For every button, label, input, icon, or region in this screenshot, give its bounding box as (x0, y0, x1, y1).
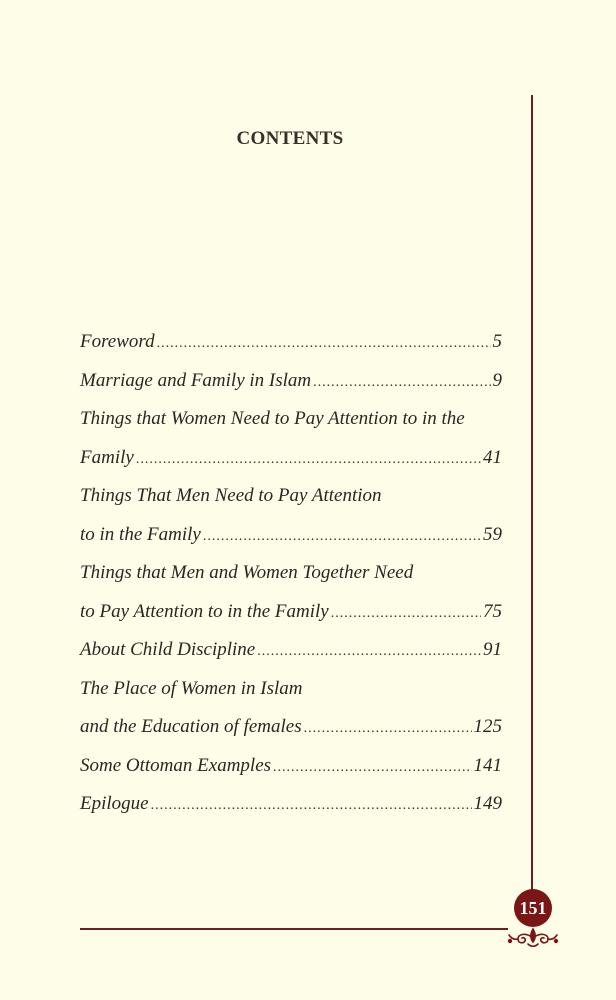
toc-entry-place-of-women-line1[interactable] (80, 675, 502, 714)
toc-entry-women-attention-line2[interactable] (80, 444, 502, 483)
floral-ornament-icon (506, 926, 560, 948)
toc-page-number: 59 (483, 523, 502, 545)
footer-rule (80, 928, 508, 930)
toc-entry-men-attention-line2[interactable] (80, 521, 502, 560)
toc-entry-title: Foreword (80, 331, 155, 352)
toc-page-number: 91 (483, 639, 502, 660)
toc-entry-together-line1[interactable] (80, 559, 502, 598)
toc-entry-women-attention-line1[interactable] (80, 405, 502, 444)
toc-page-number: 5 (492, 331, 502, 352)
toc-entry-title: to Pay Attention to in the Family (80, 600, 329, 622)
toc-entry-epilogue[interactable] (80, 790, 502, 829)
toc-entry-title: About Child Discipline (80, 639, 256, 660)
page-number-badge: 151 (514, 889, 552, 927)
toc-page-number: 9 (492, 369, 502, 391)
toc-entry-title: Things That Men Need to Pay Attention (80, 485, 382, 506)
table-of-contents (80, 328, 502, 829)
toc-leader-dots (313, 369, 490, 397)
toc-leader-dots (136, 446, 481, 474)
toc-entry-foreword[interactable] (80, 328, 502, 367)
toc-page-number: 141 (473, 754, 502, 776)
toc-page-number: 149 (473, 793, 502, 814)
toc-page-number: 125 (473, 716, 502, 737)
toc-entry-child-discipline[interactable] (80, 636, 502, 675)
toc-entry-title: Things that Women Need to Pay Attention to in the (80, 408, 465, 429)
toc-leader-dots (331, 600, 481, 628)
toc-leader-dots (304, 715, 472, 743)
toc-entry-marriage-and-family[interactable] (80, 367, 502, 406)
toc-entry-title: to in the Family (80, 523, 201, 545)
toc-entry-title: Marriage and Family in Islam (80, 369, 312, 391)
toc-leader-dots (203, 523, 481, 551)
toc-leader-dots (151, 792, 472, 820)
toc-entry-title: Some Ottoman Examples (80, 754, 272, 776)
toc-entry-title: Family (80, 446, 134, 468)
toc-entry-title: Epilogue (80, 793, 149, 814)
toc-entry-ottoman-examples[interactable] (80, 752, 502, 791)
page-title: CONTENTS (236, 128, 344, 149)
toc-leader-dots (257, 638, 481, 666)
toc-entry-title: and the Education of females (80, 716, 302, 737)
toc-leader-dots (273, 754, 471, 782)
toc-page-number: 41 (483, 446, 502, 468)
toc-entry-together-line2[interactable] (80, 598, 502, 637)
toc-page-number: 75 (483, 600, 502, 622)
toc-leader-dots (157, 330, 491, 358)
toc-entry-place-of-women-line2[interactable] (80, 713, 502, 752)
vertical-rule (531, 95, 533, 895)
toc-entry-men-attention-line1[interactable] (80, 482, 502, 521)
toc-entry-title: Things that Men and Women Together Need (80, 562, 414, 583)
toc-entry-title: The Place of Women in Islam (80, 677, 303, 699)
